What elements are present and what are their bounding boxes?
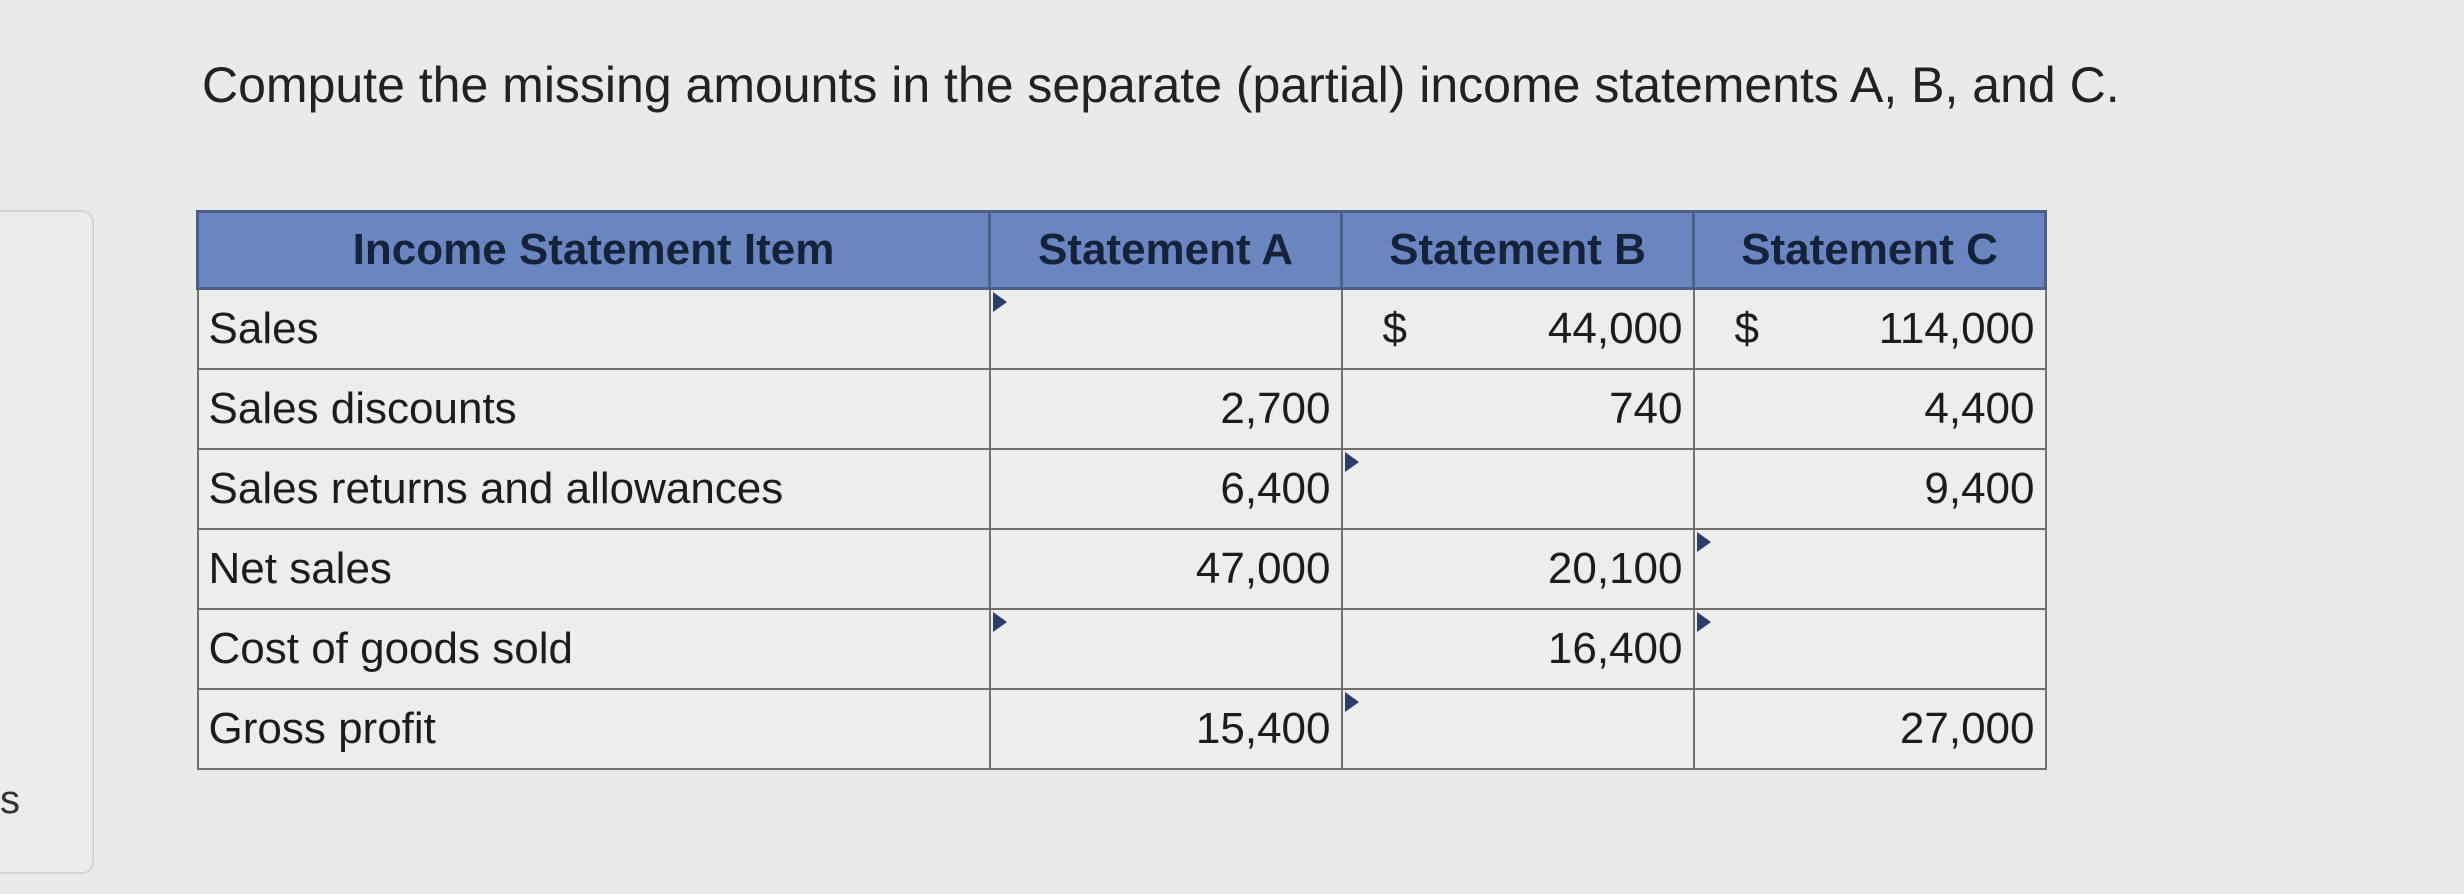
sales-b-cell	[1342, 289, 1694, 370]
cell-value: 740	[1342, 369, 1694, 449]
cell-value: 15,400	[990, 689, 1342, 769]
input-marker-icon	[1345, 452, 1359, 472]
input-field[interactable]	[1705, 610, 2035, 688]
income-statement-table	[196, 210, 2047, 770]
table-row-sales-discounts	[198, 369, 2046, 449]
gross-profit-b-input[interactable]	[1342, 689, 1694, 769]
input-field[interactable]	[1705, 530, 2035, 608]
side-letter: s	[0, 778, 20, 822]
table-row-cogs	[198, 609, 2046, 689]
sales-a-input[interactable]	[990, 289, 1342, 370]
table-row-gross-profit	[198, 689, 2046, 769]
header-statement-a: Statement A	[990, 212, 1342, 289]
cell-value: 9,400	[1694, 449, 2046, 529]
cell-value: 6,400	[990, 449, 1342, 529]
row-label: Sales	[198, 289, 990, 370]
table-row-sales-returns	[198, 449, 2046, 529]
input-marker-icon	[1345, 692, 1359, 712]
left-panel	[0, 210, 94, 874]
cell-value: 47,000	[990, 529, 1342, 609]
input-field[interactable]	[1353, 450, 1683, 528]
row-label: Gross profit	[198, 689, 990, 769]
input-field[interactable]	[1001, 610, 1331, 688]
cell-value: 16,400	[1342, 609, 1694, 689]
row-label: Sales returns and allowances	[198, 449, 990, 529]
row-label: Net sales	[198, 529, 990, 609]
cell-value: 20,100	[1342, 529, 1694, 609]
cell-value: 2,700	[990, 369, 1342, 449]
cogs-a-input[interactable]	[990, 609, 1342, 689]
table-row-sales	[198, 289, 2046, 370]
cell-value: 4,400	[1694, 369, 2046, 449]
cell-value: 27,000	[1694, 689, 2046, 769]
header-statement-c: Statement C	[1694, 212, 2046, 289]
net-sales-c-input[interactable]	[1694, 529, 2046, 609]
header-row	[198, 212, 2046, 289]
row-label: Sales discounts	[198, 369, 990, 449]
cell-value: 44,000	[1547, 304, 1683, 353]
header-statement-b: Statement B	[1342, 212, 1694, 289]
input-field[interactable]	[1353, 690, 1683, 768]
header-item: Income Statement Item	[198, 212, 990, 289]
input-marker-icon	[993, 612, 1007, 632]
dollar-sign: $	[1382, 304, 1407, 353]
sales-returns-b-input[interactable]	[1342, 449, 1694, 529]
dollar-sign: $	[1734, 304, 1759, 353]
input-marker-icon	[1697, 612, 1711, 632]
input-field[interactable]	[1001, 290, 1331, 368]
row-label: Cost of goods sold	[198, 609, 990, 689]
cogs-c-input[interactable]	[1694, 609, 2046, 689]
input-marker-icon	[993, 292, 1007, 312]
cell-value: 114,000	[1878, 304, 2035, 353]
input-marker-icon	[1697, 532, 1711, 552]
table-row-net-sales	[198, 529, 2046, 609]
sales-c-cell	[1694, 289, 2046, 370]
instruction-text: Compute the missing amounts in the separate (partial) income statements A, B, and C.	[202, 57, 2120, 113]
